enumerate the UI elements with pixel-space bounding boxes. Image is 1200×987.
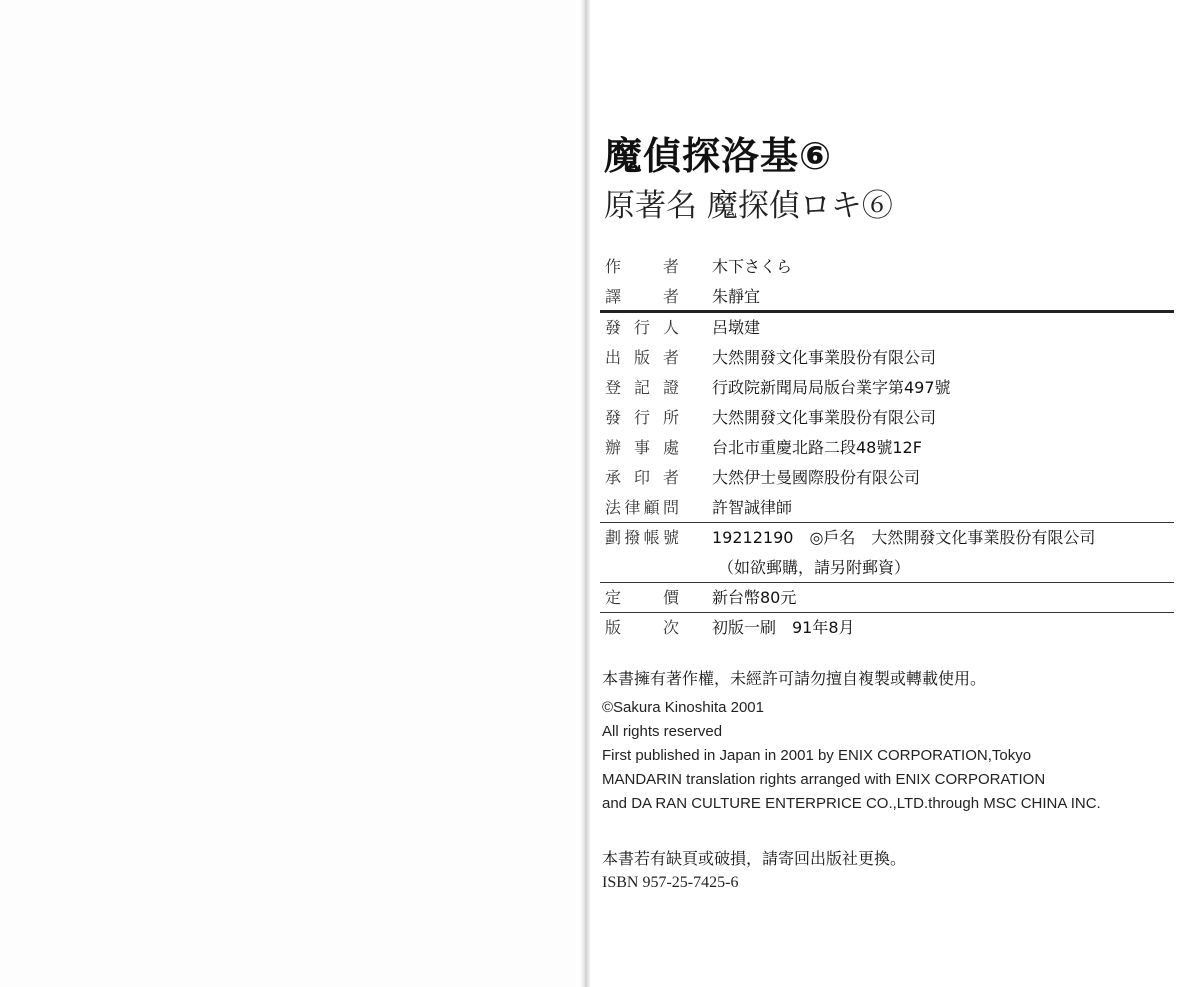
imprint-label: 定價 — [605, 588, 679, 607]
imprint-value: 初版一刷 91年8月 — [712, 618, 855, 637]
copyright-notice: 本書擁有著作權，未經許可請勿擅自複製或轉載使用。 — [602, 669, 987, 688]
credit-line: and DA RAN CULTURE ENTERPRICE CO.,LTD.through MSC CHINA INC. — [602, 795, 1101, 812]
imprint-row-legal — [600, 493, 1174, 523]
imprint-label: 承印者 — [605, 468, 679, 487]
imprint-label: 發行人 — [605, 318, 679, 337]
imprint-row-translator — [600, 282, 1174, 313]
book-title: 魔偵探洛基⑥ — [604, 134, 833, 178]
imprint-label: 登記證 — [605, 378, 679, 397]
imprint-value: 新台幣80元 — [712, 588, 797, 607]
imprint-label: 法律顧問 — [605, 498, 679, 517]
credits-block — [602, 696, 1101, 816]
credit-line: ©Sakura Kinoshita 2001 — [602, 699, 764, 716]
isbn: ISBN 957-25-7425-6 — [602, 874, 739, 891]
imprint-value: 許智誠律師 — [712, 498, 793, 517]
imprint-label: 作者 — [605, 257, 679, 276]
imprint-label: 版次 — [605, 618, 679, 637]
original-title: 原著名 魔探偵ロキ⑥ — [604, 188, 893, 224]
imprint-row-office — [600, 433, 1174, 463]
imprint-row-postal-account — [600, 523, 1174, 553]
imprint-label: 發行所 — [605, 408, 679, 427]
imprint-row-registration — [600, 373, 1174, 403]
imprint-row-publisher-person — [600, 313, 1174, 343]
imprint-value: 木下さくら — [712, 257, 793, 276]
imprint-value: 大然開發文化事業股份有限公司 — [712, 348, 937, 367]
imprint-value: （如欲郵購，請另附郵資） — [718, 558, 911, 577]
return-notice: 本書若有缺頁或破損，請寄回出版社更換。 — [602, 849, 907, 868]
imprint-value: 行政院新聞局局版台業字第497號 — [712, 378, 951, 397]
imprint-table — [600, 252, 1174, 643]
imprint-row-printer — [600, 463, 1174, 493]
imprint-label: 劃撥帳號 — [605, 528, 679, 547]
imprint-label: 辦事處 — [605, 438, 679, 457]
imprint-label: 出版者 — [605, 348, 679, 367]
book-gutter — [580, 0, 590, 987]
imprint-value: 19212190 ◎戶名 大然開發文化事業股份有限公司 — [712, 528, 1096, 547]
credit-line: First published in Japan in 2001 by ENIX CORPORATION,Tokyo — [602, 747, 1032, 764]
imprint-value: 大然開發文化事業股份有限公司 — [712, 408, 937, 427]
imprint-label: 譯者 — [605, 287, 679, 306]
imprint-row-price — [600, 583, 1174, 613]
blank-left-page — [0, 0, 586, 987]
imprint-value: 台北市重慶北路二段48號12F — [712, 438, 922, 457]
imprint-value: 大然伊士曼國際股份有限公司 — [712, 468, 921, 487]
credit-line: MANDARIN translation rights arranged with ENIX CORPORATION — [602, 771, 1046, 788]
imprint-row-author — [600, 252, 1174, 282]
imprint-row-mail-order-note — [600, 553, 1174, 583]
imprint-value: 呂墩建 — [712, 318, 761, 337]
imprint-row-edition — [600, 613, 1174, 643]
imprint-row-distributor — [600, 403, 1174, 433]
imprint-value: 朱靜宜 — [712, 287, 761, 306]
credit-line: All rights reserved — [602, 723, 723, 740]
imprint-row-publisher — [600, 343, 1174, 373]
